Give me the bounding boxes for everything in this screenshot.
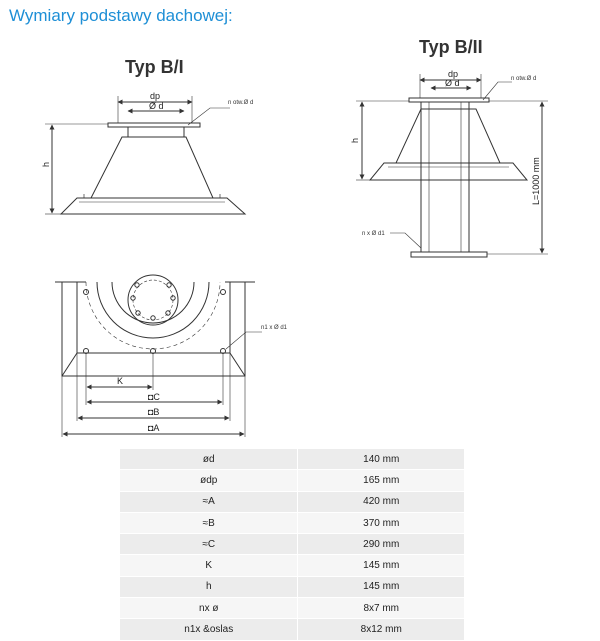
table-row (120, 534, 464, 555)
typ-bi-title: Typ B/I (125, 57, 184, 77)
dimension-value: 140 mm (298, 449, 464, 470)
bi-b-label: ◘B (148, 407, 160, 417)
dimension-value: 8x7 mm (298, 598, 464, 619)
bii-h-label: h (350, 137, 360, 143)
dimension-name: ≈B (120, 512, 298, 533)
bi-c-label: ◘C (148, 392, 160, 402)
typ-bii-side-view (350, 37, 548, 257)
dimension-name: h (120, 576, 298, 597)
typ-bii-title: Typ B/II (419, 37, 483, 57)
dimension-value: 370 mm (298, 512, 464, 533)
table-row (120, 512, 464, 533)
table-row (120, 449, 464, 470)
dimension-name: ødp (120, 470, 298, 491)
bi-h-label: h (41, 161, 51, 167)
table-row (120, 576, 464, 597)
table-row (120, 470, 464, 491)
page-title: Wymiary podstawy dachowej: (9, 6, 233, 25)
typ-bi-side-view (41, 57, 253, 214)
dimensions-table (120, 449, 464, 641)
bii-d-label: Ø d (445, 78, 460, 88)
dimension-name: K (120, 555, 298, 576)
dimension-name: n1x &oslas (120, 619, 298, 640)
dimension-name: nx ø (120, 598, 298, 619)
dimension-name: ≈C (120, 534, 298, 555)
bi-n1-label: n1 x Ø d1 (261, 325, 288, 331)
dimension-value: 145 mm (298, 576, 464, 597)
table-row (120, 598, 464, 619)
dimension-value: 420 mm (298, 491, 464, 512)
bi-a-label: ◘A (148, 423, 160, 433)
bi-k-label: K (117, 376, 124, 386)
bi-d-label: Ø d (149, 101, 164, 111)
bi-dp-label: dp (150, 91, 161, 101)
table-row (120, 491, 464, 512)
dimension-value: 290 mm (298, 534, 464, 555)
dimension-value: 8x12 mm (298, 619, 464, 640)
bii-l-label: L=1000 mm (531, 157, 541, 205)
bii-nx-label: n x Ø d1 (362, 231, 385, 237)
dimension-name: ød (120, 449, 298, 470)
bi-n-otw-label: n otw.Ø d (228, 100, 254, 106)
table-row (120, 555, 464, 576)
dimension-value: 165 mm (298, 470, 464, 491)
bii-dp-label: dp (448, 69, 459, 79)
bii-n-otw-label: n otw.Ø d (511, 76, 537, 82)
dimension-value: 145 mm (298, 555, 464, 576)
typ-bi-plan-view (55, 275, 288, 437)
table-row (120, 619, 464, 640)
dimension-name: ≈A (120, 491, 298, 512)
